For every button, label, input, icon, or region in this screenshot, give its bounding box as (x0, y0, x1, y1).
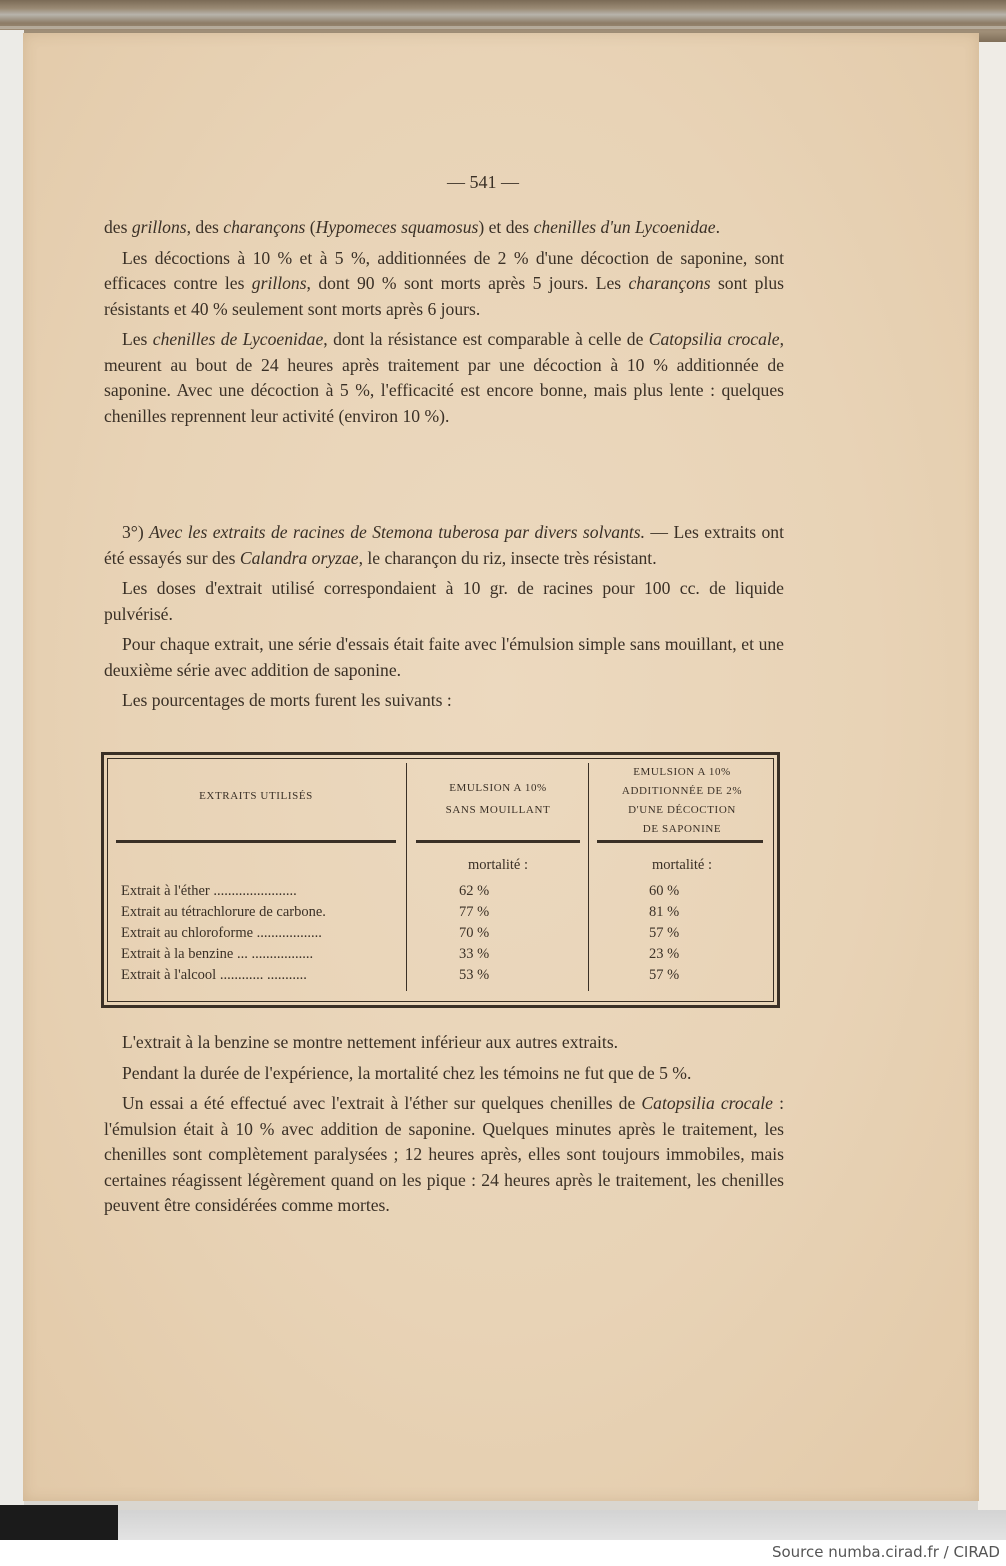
value-avec-saponine: 23 % (649, 946, 680, 962)
left-margin (0, 30, 24, 1540)
text-block-middle (104, 520, 784, 714)
row-label: Extrait à l'éther ....................... (121, 883, 297, 899)
header-avec-saponine: EMULSION A 10% ADDITIONNÉE DE 2% D'UNE DÉCOCTION DE SAPONINE (621, 766, 743, 835)
results-table (101, 752, 780, 1008)
table-row (121, 904, 761, 925)
value-avec-saponine: 60 % (649, 883, 680, 899)
paragraph-5: Les doses d'extrait utilisé correspondaient à 10 gr. de racines pour 100 cc. de liquide pulvérisé. (104, 578, 784, 624)
value-avec-saponine: 57 % (649, 967, 680, 983)
table-row (121, 925, 761, 946)
row-label: Extrait à la benzine ... ................. (121, 946, 314, 962)
paragraph-2: Les décoctions à 10 % et à 5 %, additionnées de 2 % d'une décoction de saponine, sont efficaces contre les grillons, dont 90 % sont morts après 5 jours. Les charançons sont plus résistants et 40 % seulement sont morts après 6 jours. (104, 247, 784, 319)
table-row (121, 883, 761, 904)
bottom-strip (118, 1510, 1006, 1540)
row-label: Extrait au chloroforme .................. (121, 925, 322, 941)
right-margin (978, 42, 1006, 1540)
dark-corner (0, 1505, 118, 1540)
page-number: — 541 — (447, 172, 519, 192)
subheader-mortalite-2: mortalité : (652, 857, 712, 873)
text-block-bottom (104, 1030, 784, 1219)
header-rule-1 (116, 840, 396, 843)
source-credit: Source numba.cirad.fr / CIRAD (771, 1543, 1000, 1561)
paragraph-4: 3°) Avec les extraits de racines de Stemona tuberosa par divers solvants. — Les extraits ont été essayés sur des Calandra oryzae, le charançon du riz, insecte très résistant. (104, 522, 784, 568)
subheader-mortalite-1: mortalité : (468, 857, 528, 873)
value-avec-saponine: 81 % (649, 904, 680, 920)
row-label: Extrait au tétrachlorure de carbone. (121, 904, 326, 920)
value-sans-mouillant: 62 % (459, 883, 490, 899)
value-sans-mouillant: 33 % (459, 946, 490, 962)
value-avec-saponine: 57 % (649, 925, 680, 941)
text-block-top (104, 215, 784, 429)
paragraph-7: Les pourcentages de morts furent les suivants : (122, 690, 452, 710)
value-sans-mouillant: 70 % (459, 925, 490, 941)
header-rule-3 (597, 840, 763, 843)
table-row (121, 946, 761, 967)
paragraph-9: Pendant la durée de l'expérience, la mortalité chez les témoins ne fut que de 5 %. (122, 1062, 692, 1083)
header-sans-mouillant: EMULSION A 10% SANS MOUILLANT (445, 782, 551, 816)
header-rule-2 (416, 840, 580, 843)
header-extraits-utilises: EXTRAITS UTILISÉS (199, 790, 313, 802)
paragraph-10: Un essai a été effectué avec l'extrait à l'éther sur quelques chenilles de Catopsilia crocale : l'émulsion était à 10 % avec addition de saponine. Quelques minutes après le traitement, les chenilles sont complètement paralysées ; 12 heures après, elles sont toujours immobiles, mais certaines réagissent légèrement quand on les pique : 24 heures après le traitement, les chenilles peuvent être considérées comme mortes. (104, 1093, 784, 1215)
paragraph-1: des grillons, des charançons (Hypomeces squamosus) et des chenilles d'un Lycoenidae. (104, 217, 721, 237)
row-label: Extrait à l'alcool ............ ........... (121, 967, 307, 983)
table-row (121, 967, 761, 988)
paragraph-8: L'extrait à la benzine se montre nettement inférieur aux autres extraits. (122, 1032, 619, 1052)
value-sans-mouillant: 77 % (459, 904, 490, 920)
paragraph-6: Pour chaque extrait, une série d'essais était faite avec l'émulsion simple sans mouillant, et une deuxième série avec addition de saponine. (104, 634, 784, 680)
paragraph-3: Les chenilles de Lycoenidae, dont la résistance est comparable à celle de Catopsilia crocale, meurent au bout de 24 heures après traitement par une décoction à 10 % additionnée de saponine. Avec une décoction à 5 %, l'efficacité est encore bonne, mais plus lente : quelques chenilles reprennent leur activité (environ 10 %). (104, 329, 784, 426)
value-sans-mouillant: 53 % (459, 967, 490, 983)
